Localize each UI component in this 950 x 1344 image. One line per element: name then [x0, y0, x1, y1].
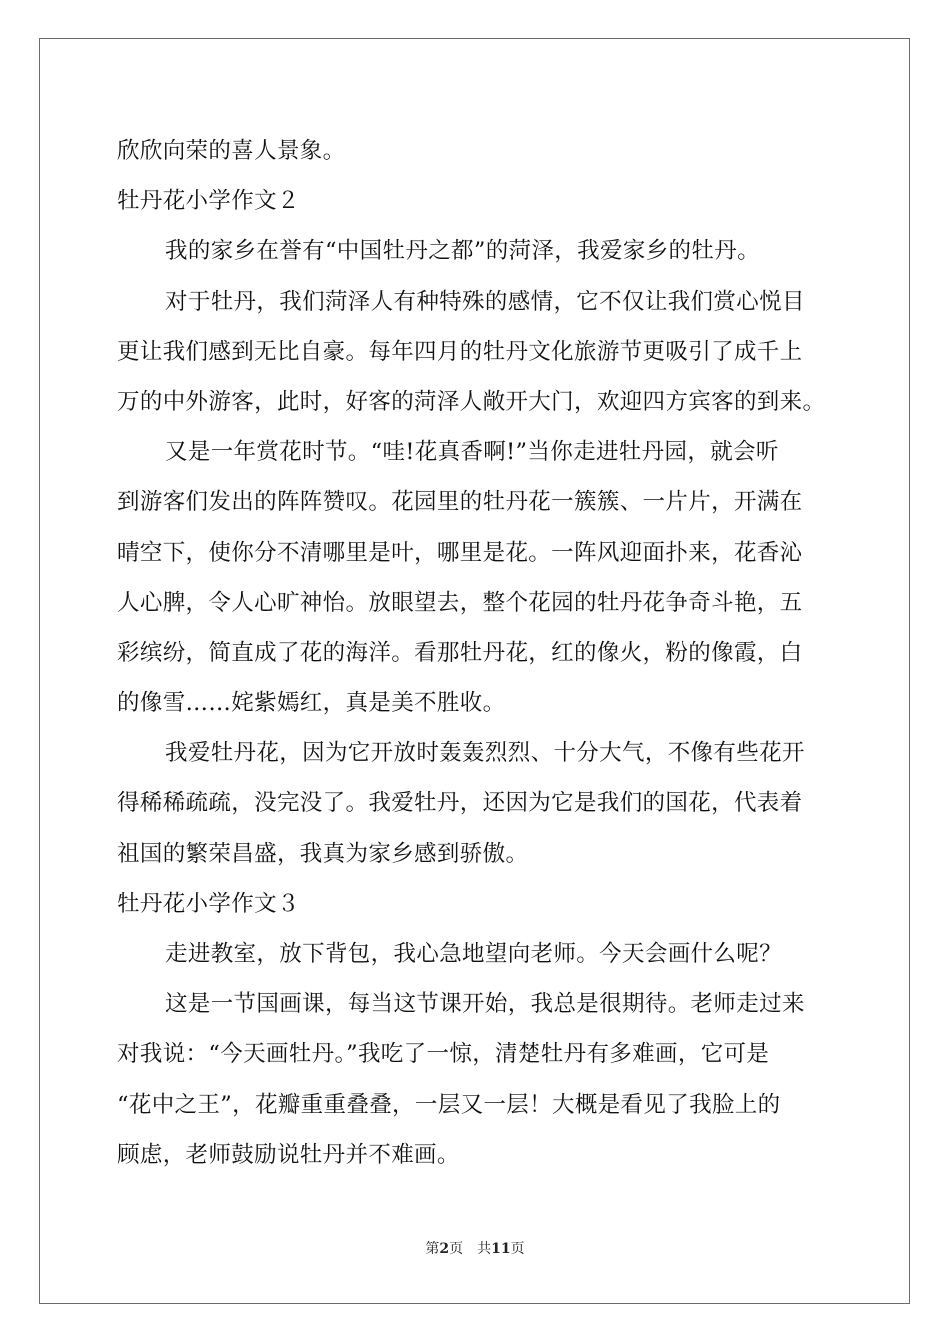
text-line: 顾虑，老师鼓励说牡丹并不难画。	[117, 1141, 460, 1168]
text-line: 欣欣向荣的喜人景象。	[117, 138, 346, 164]
text-line: 晴空下，使你分不清哪里是叶，哪里是花。一阵风迎面扑来，花香沁	[117, 539, 803, 566]
text-line: 对于牡丹，我们菏泽人有种特殊的感情，它不仅让我们赏心悦目	[165, 288, 805, 315]
text-line: 我的家乡在誉有“中国牡丹之都”的菏泽，我爱家乡的牡丹。	[165, 238, 760, 265]
text-line: 对我说：“今天画牡丹。”我吃了一惊，清楚牡丹有多难画，它可是	[117, 1041, 770, 1068]
text-line: 更让我们感到无比自豪。每年四月的牡丹文化旅游节更吸引了成千上	[117, 338, 803, 365]
total-suffix: 页	[510, 1241, 525, 1257]
document-body	[117, 126, 857, 1180]
text-line: 得稀稀疏疏，没完没了。我爱牡丹，还因为它是我们的国花，代表着	[117, 790, 803, 817]
page-number: 2	[439, 1241, 450, 1257]
page-prefix: 第	[425, 1241, 440, 1257]
text-line: 彩缤纷，简直成了花的海洋。看那牡丹花，红的像火，粉的像霞，白	[117, 639, 803, 666]
text-line: 这是一节国画课，每当这节课开始，我总是很期待。老师走过来	[165, 991, 805, 1018]
text-line: 到游客们发出的阵阵赞叹。花园里的牡丹花一簇簇、一片片，开满在	[117, 489, 803, 516]
section-heading: 牡丹花小学作文２	[117, 188, 300, 215]
text-line: 祖国的繁荣昌盛，我真为家乡感到骄傲。	[117, 840, 529, 867]
page-footer	[0, 1238, 950, 1258]
section-heading: 牡丹花小学作文３	[117, 890, 300, 917]
page-suffix: 页	[449, 1241, 464, 1257]
text-line: 人心脾，令人心旷神怡。放眼望去，整个花园的牡丹花争奇斗艳，五	[117, 589, 803, 616]
text-line: 走进教室，放下背包，我心急地望向老师。今天会画什么呢？	[165, 941, 782, 967]
text-line: 万的中外游客，此时，好客的菏泽人敞开大门，欢迎四方宾客的到来。	[117, 388, 826, 415]
text-line: “花中之王”，花瓣重重叠叠，一层又一层！大概是看见了我脸上的	[117, 1091, 781, 1118]
text-line: 的像雪……姹紫嫣红，真是美不胜收。	[117, 690, 506, 717]
text-line: 又是一年赏花时节。“哇!花真香啊!”当你走进牡丹园，就会听	[165, 439, 779, 466]
total-prefix: 共	[477, 1241, 492, 1257]
text-line: 我爱牡丹花，因为它开放时轰轰烈烈、十分大气，不像有些花开	[165, 740, 805, 767]
total-pages: 11	[491, 1241, 511, 1257]
